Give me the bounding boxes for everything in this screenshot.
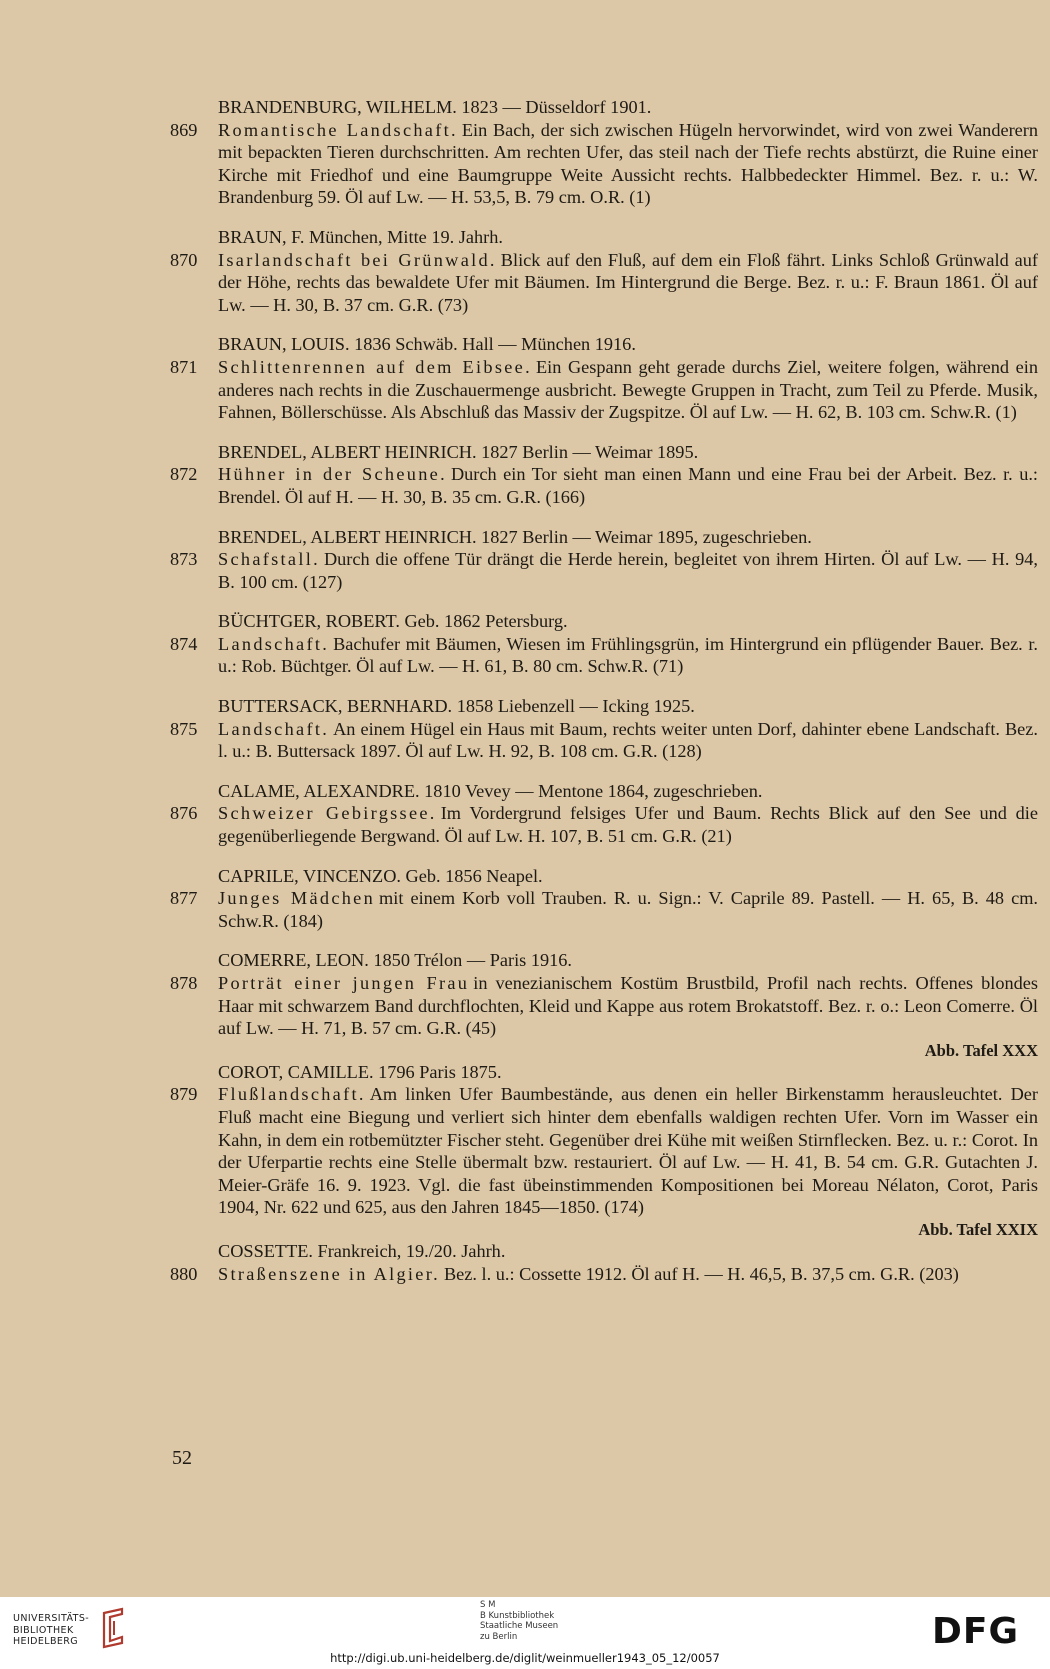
artwork-title: Schlittenrennen auf dem Eibsee. <box>218 356 532 377</box>
page-number: 52 <box>172 1447 192 1469</box>
lot-description <box>218 1263 1038 1286</box>
catalog-entries <box>170 96 1038 1302</box>
artist-heading: COSSETTE. Frankreich, 19./20. Jahrh. <box>218 1240 506 1261</box>
artist-heading: CALAME, ALEXANDRE. 1810 Vevey — Mentone 1864, zugeschrieben. <box>218 780 763 801</box>
lot-number: 870 <box>170 249 198 270</box>
lot-number: 869 <box>170 119 198 140</box>
dfg-logo[interactable]: DFG <box>932 1611 1020 1652</box>
lot-description <box>218 463 1038 508</box>
artwork-details: Am linken Ufer Baumbestände, aus denen ein heller Birkenstamm herausleuchtet. Der Fluß macht eine Biegung und verliert sich hinter dem ebenfalls waldigen rechten Ufer. Vorn im Wasser ein Kahn, in dem ein rotbemützter Fischer steht. Gegenüber drei Kühe mit weißen Stirnflecken. Bez. u. r.: Corot. In der Uferpartie rechts eine Stelle übermalt bzw. restauriert. Öl auf Lw. — H. 41, B. 54 cm. G.R. Gutachten J. Meier-Gräfe 16. 9. 1923. Vgl. die fast übeinstimmenden Kompositionen bei Moreau Nélaton, Corot, Paris 1904, Nr. 622 und 625, aus den Jahren 1845—1850. (174) <box>218 1084 1038 1218</box>
artwork-title: Porträt einer jungen Frau <box>218 973 470 993</box>
artwork-details: Ein Bach, der sich zwischen Hügeln hervorwindet, wird von zwei Wanderern mit bepackten Tieren durchschritten. Am rechten Ufer, das steil nach der Tiefe rechts abstürzt, die Ruine einer Kirche mit Friedhof und eine Baumgruppe Weite Aussicht rechts. Halbbedeckter Himmel. Bez. r. u.: W. Brandenburg 59. Öl auf Lw. — H. 53,5, B. 79 cm. O.R. (1) <box>218 119 1039 208</box>
catalog-entry-878 <box>170 949 1038 1060</box>
lot-description <box>218 802 1038 847</box>
lot-number: 880 <box>170 1263 198 1284</box>
lot-description <box>218 972 1038 1040</box>
university-library-logo-icon[interactable] <box>98 1607 128 1649</box>
plate-reference: Abb. Tafel XXIX <box>918 1219 1038 1239</box>
artwork-details: Blick auf den Fluß, auf dem ein Floß fährt. Links Schloß Grünwald auf der Höhe, rechts das bewaldete Ufer mit Bäumen. Im Hintergrund die Berge. Bez. r. u.: F. Braun 1861. Öl auf Lw. — H. 30, B. 37 cm. G.R. (73) <box>218 249 1038 315</box>
page-url-link[interactable]: http://digi.ub.uni-heidelberg.de/diglit/weinmueller1943_05_12/0057 <box>330 1651 720 1665</box>
artwork-title: Schweizer Gebirgssee. <box>218 803 437 824</box>
artwork-details: An einem Hügel ein Haus mit Baum, rechts weiter unten Dorf, dahinter ebene Landschaft. Bez. l. u.: B. Buttersack 1897. Öl auf Lw. H. 92, B. 108 cm. G.R. (128) <box>218 718 1038 762</box>
artist-heading: COMERRE, LEON. 1850 Trélon — Paris 1916. <box>218 950 572 971</box>
lot-number: 876 <box>170 803 198 824</box>
artwork-title: Landschaft. <box>218 633 330 654</box>
lot-description <box>218 249 1038 317</box>
artwork-details: Durch ein Tor sieht man einen Mann und eine Frau bei der Arbeit. Bez. r. u.: Brendel. Öl auf H. — H. 30, B. 35 cm. G.R. (166) <box>218 464 1039 507</box>
artwork-details: Durch die offene Tür drängt die Herde herein, begleitet von ihrem Hirten. Öl auf Lw. — H. 94, B. 100 cm. (127) <box>218 549 1038 592</box>
artist-heading: BÜCHTGER, ROBERT. Geb. 1862 Petersburg. <box>218 611 568 632</box>
artwork-title: Straßenszene in Algier. <box>218 1263 440 1284</box>
artwork-title: Romantische Landschaft. <box>218 119 458 140</box>
library-stamp: S M B Kunstbibliothek Staatliche Museen zu Berlin <box>480 1600 559 1642</box>
lot-number: 872 <box>170 464 198 485</box>
artwork-details: Ein Gespann geht gerade durchs Ziel, weitere folgen, während ein anderes nach rechts in die Zuschauermenge ausbricht. Bewegte Gruppen in Tracht, zum Teil zu Pferde. Musik, Fahnen, Böllerschüsse. Als Abschluß das Massiv der Zugspitze. Öl auf Lw. — H. 62, B. 103 cm. Schw.R. (1) <box>218 356 1038 423</box>
artist-heading: BRANDENBURG, WILHELM. 1823 — Düsseldorf 1901. <box>218 97 652 117</box>
artist-heading: BRAUN, LOUIS. 1836 Schwäb. Hall — München 1916. <box>218 334 636 355</box>
artist-heading: BRENDEL, ALBERT HEINRICH. 1827 Berlin — Weimar 1895, zugeschrieben. <box>218 526 812 547</box>
lot-description <box>218 1083 1038 1219</box>
lot-number: 874 <box>170 633 198 654</box>
artwork-details: in venezianischem Kostüm Brustbild, Profil nach rechts. Offenes blondes Haar mit schwarzem Band durchflochten, Kleid und Kappe aus rotem Brokatstoff. Bez. r. o.: Leon Comerre. Öl auf Lw. — H. 71, B. 57 cm. G.R. (45) <box>218 973 1038 1039</box>
catalog-entry-877 <box>170 865 1038 933</box>
catalog-entry-871 <box>170 333 1038 423</box>
artwork-title: Flußlandschaft. <box>218 1084 366 1105</box>
catalog-entry-872 <box>170 441 1038 509</box>
lot-description <box>218 633 1038 678</box>
catalog-entry-869 <box>170 96 1038 209</box>
artwork-details: Im Vordergrund felsiges Ufer und Baum. Rechts Blick auf den See und die gegenüberliegende Bergwand. Öl auf Lw. H. 107, B. 51 cm. G.R. (21) <box>218 803 1038 847</box>
artwork-title: Hühner in der Scheune. <box>218 464 447 485</box>
plate-reference: Abb. Tafel XXX <box>924 1040 1038 1060</box>
lot-number: 878 <box>170 973 198 993</box>
catalog-entry-873 <box>170 526 1038 594</box>
artist-heading: BRENDEL, ALBERT HEINRICH. 1827 Berlin — Weimar 1895. <box>218 441 699 462</box>
catalog-entry-876 <box>170 780 1038 848</box>
lot-number: 871 <box>170 356 198 377</box>
lot-description <box>218 718 1038 763</box>
lot-number: 873 <box>170 549 198 570</box>
lot-description <box>218 119 1038 209</box>
artwork-details: mit einem Korb voll Trauben. R. u. Sign.: V. Caprile 89. Pastell. — H. 65, B. 48 cm. Schw.R. (184) <box>218 888 1038 931</box>
lot-number: 877 <box>170 888 198 909</box>
artwork-title: Isarlandschaft bei Grünwald. <box>218 249 497 270</box>
artwork-title: Schafstall. <box>218 549 320 570</box>
lot-description <box>218 887 1038 932</box>
catalog-entry-879 <box>170 1061 1038 1240</box>
library-name[interactable]: UNIVERSITÄTS- BIBLIOTHEK HEIDELBERG <box>13 1613 90 1647</box>
lot-number: 875 <box>170 718 198 739</box>
lot-description <box>218 548 1038 593</box>
artist-heading: BUTTERSACK, BERNHARD. 1858 Liebenzell — Icking 1925. <box>218 696 695 717</box>
artwork-title: Junges Mädchen <box>218 888 376 909</box>
lot-description <box>218 356 1038 424</box>
artist-heading: CAPRILE, VINCENZO. Geb. 1856 Neapel. <box>218 865 543 886</box>
catalog-entry-880 <box>170 1240 1038 1285</box>
artist-heading: COROT, CAMILLE. 1796 Paris 1875. <box>218 1061 502 1082</box>
catalog-entry-875 <box>170 695 1038 763</box>
viewer-footer <box>0 1597 1050 1669</box>
artwork-details: Bez. l. u.: Cossette 1912. Öl auf H. — H. 46,5, B. 37,5 cm. G.R. (203) <box>443 1263 959 1284</box>
catalog-entry-870 <box>170 226 1038 316</box>
artwork-title: Landschaft. <box>218 718 330 739</box>
artwork-details: Bachufer mit Bäumen, Wiesen im Frühlingsgrün, im Hintergrund ein pflügender Bauer. Bez. r. u.: Rob. Büchtger. Öl auf Lw. — H. 61, B. 80 cm. Schw.R. (71) <box>218 633 1038 677</box>
catalog-entry-874 <box>170 610 1038 678</box>
lot-number: 879 <box>170 1084 198 1105</box>
artist-heading: BRAUN, F. München, Mitte 19. Jahrh. <box>218 226 503 247</box>
